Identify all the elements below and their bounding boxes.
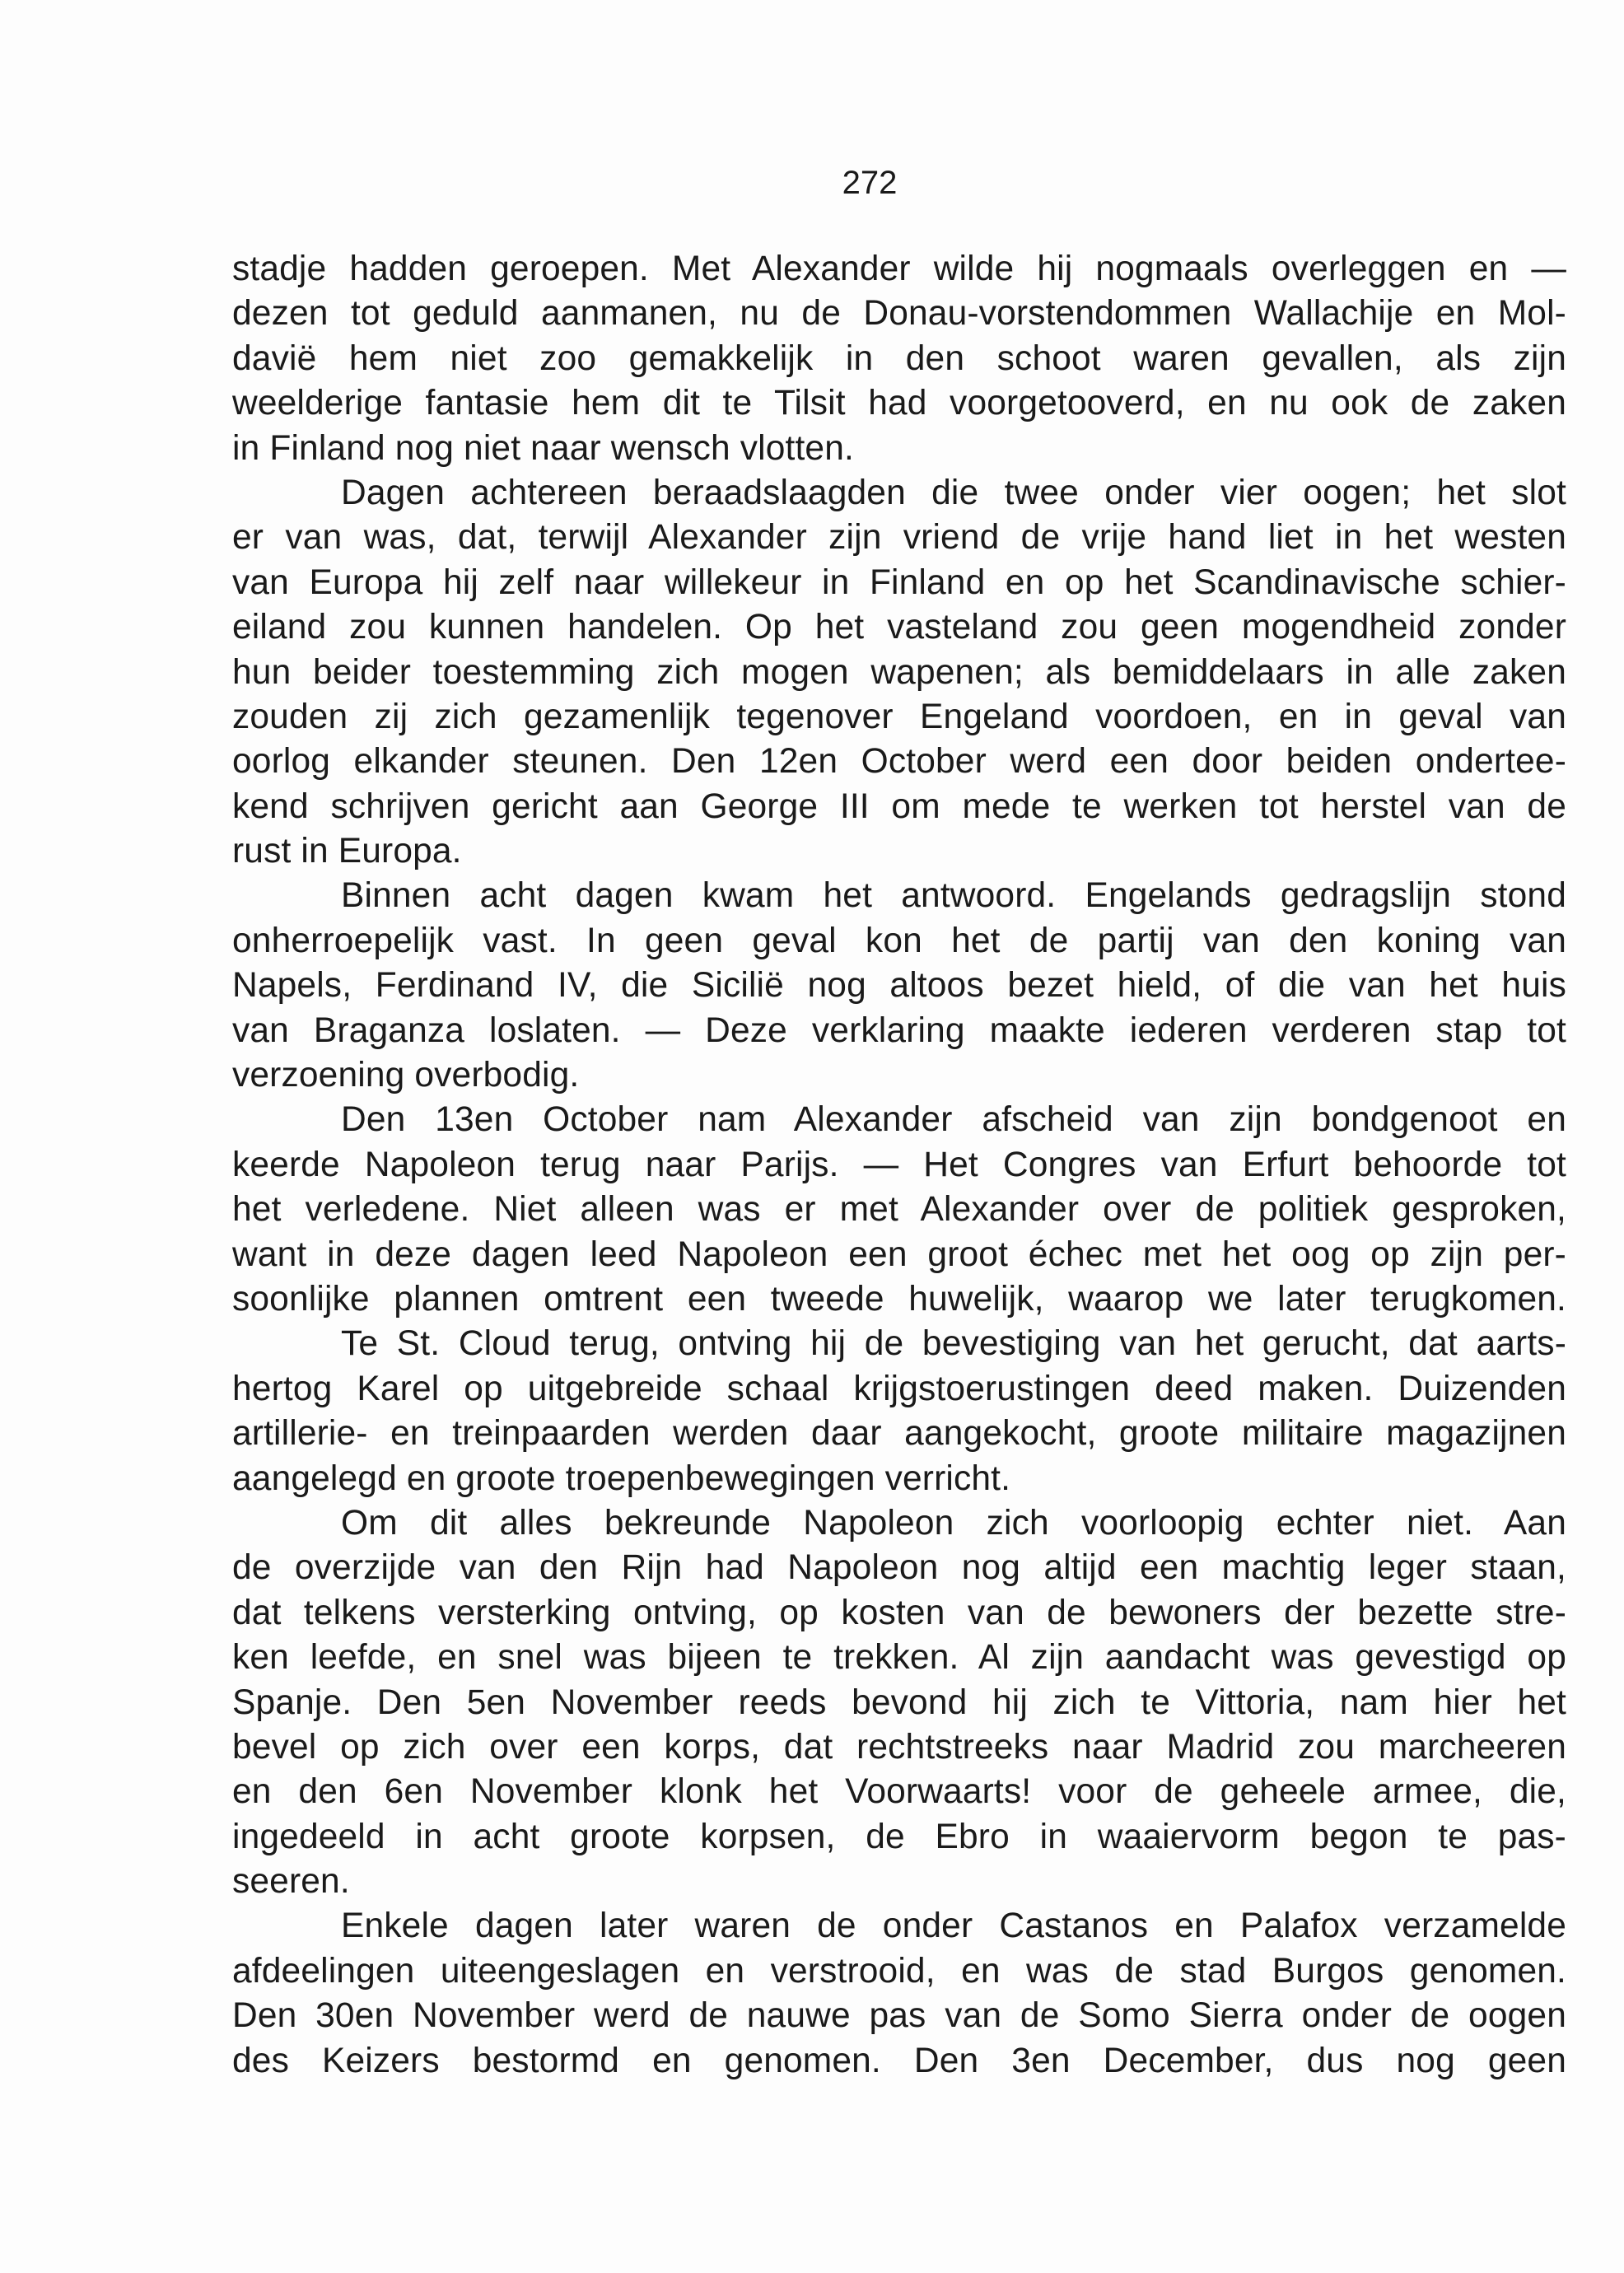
- text-line: afdeelingen uiteengeslagen en verstrooid, en was de stad Burgos genomen.: [232, 1951, 1566, 1991]
- text-line: onherroepelijk vast. In geen geval kon het de partij van den koning van: [232, 921, 1566, 960]
- text-line: seeren.: [232, 1862, 350, 1902]
- text-line: Binnen acht dagen kwam het antwoord. Engelands gedragslijn stond: [341, 876, 1566, 916]
- text-line: keerde Napoleon terug naar Parijs. — Het Congres van Erfurt behoorde tot: [232, 1145, 1566, 1184]
- text-line: Den 13en October nam Alexander afscheid van zijn bondgenoot en: [341, 1100, 1566, 1140]
- text-line: Den 30en November werd de nauwe pas van de Somo Sierra onder de oogen: [232, 1996, 1566, 2036]
- text-line: soonlijke plannen omtrent een tweede huwelijk, waarop we later terugkomen.: [232, 1279, 1566, 1319]
- text-line: weelderige fantasie hem dit te Tilsit had voorgetooverd, en nu ook de zaken: [232, 384, 1566, 423]
- text-line: davië hem niet zoo gemakkelijk in den schoot waren gevallen, als zijn: [232, 338, 1566, 378]
- text-line: zouden zij zich gezamenlijk tegenover Engeland voordoen, en in geval van: [232, 697, 1566, 736]
- text-line: Te St. Cloud terug, ontving hij de bevestiging van het gerucht, dat aarts-: [341, 1324, 1566, 1364]
- text-line: het verledene. Niet alleen was er met Alexander over de politiek gesproken,: [232, 1190, 1566, 1230]
- text-line: ingedeeld in acht groote korpsen, de Ebro in waaiervorm begon te pas-: [232, 1817, 1566, 1856]
- text-line: want in deze dagen leed Napoleon een groot échec met het oog op zijn per-: [232, 1235, 1566, 1274]
- text-line: stadje hadden geroepen. Met Alexander wilde hij nogmaals overleggen en —: [232, 250, 1566, 288]
- text-line: de overzijde van den Rijn had Napoleon nog altijd een machtig leger staan,: [232, 1548, 1566, 1588]
- text-line: kend schrijven gericht aan George III om mede te werken tot herstel van de: [232, 786, 1566, 826]
- text-line: en den 6en November klonk het Voorwaarts! voor de geheele armee, die,: [232, 1772, 1566, 1812]
- text-line: dezen tot geduld aanmanen, nu de Donau-vorstendommen Wallachije en Mol-: [232, 294, 1566, 334]
- text-line: Om dit alles bekreunde Napoleon zich voorloopig echter niet. Aan: [341, 1503, 1566, 1543]
- text-line: Spanje. Den 5en November reeds bevond hij zich te Vittoria, nam hier het: [232, 1683, 1566, 1722]
- text-line: er van was, dat, terwijl Alexander zijn vriend de vrije hand liet in het westen: [232, 518, 1566, 558]
- text-line: bevel op zich over een korps, dat rechtstreeks naar Madrid zou marcheeren: [232, 1727, 1566, 1767]
- text-line: aangelegd en groote troepenbewegingen verricht.: [232, 1459, 1011, 1498]
- text-line: des Keizers bestormd en genomen. Den 3en December, dus nog geen: [232, 2041, 1566, 2080]
- text-line: van Braganza loslaten. — Deze verklaring maakte iederen verderen stap tot: [232, 1010, 1566, 1050]
- text-line: dat telkens versterking ontving, op kosten van de bewoners der bezette stre-: [232, 1593, 1566, 1632]
- text-line: Dagen achtereen beraadslaagden die twee onder vier oogen; het slot: [341, 473, 1566, 512]
- text-line: rust in Europa.: [232, 832, 462, 871]
- text-line: in Finland nog niet naar wensch vlotten.: [232, 428, 854, 468]
- text-line: hertog Karel op uitgebreide schaal krijgstoerustingen deed maken. Duizenden: [232, 1369, 1566, 1408]
- body-text: [232, 247, 1566, 2084]
- text-line: van Europa hij zelf naar willekeur in Finland en op het Scandinavische schier-: [232, 562, 1566, 602]
- text-line: hun beider toestemming zich mogen wapenen; als bemiddelaars in alle zaken: [232, 652, 1566, 692]
- text-line: verzoening overbodig.: [232, 1056, 580, 1095]
- page-number: 272: [842, 165, 898, 201]
- text-line: Napels, Ferdinand IV, die Sicilië nog altoos bezet hield, of die van het huis: [232, 966, 1566, 1006]
- text-line: Enkele dagen later waren de onder Castanos en Palafox verzamelde: [341, 1907, 1566, 1946]
- text-line: ken leefde, en snel was bijeen te trekken. Al zijn aandacht was gevestigd op: [232, 1638, 1566, 1678]
- text-line: oorlog elkander steunen. Den 12en October werd een door beiden onderteе-: [232, 742, 1566, 782]
- text-line: artillerie- en treinpaarden werden daar aangekocht, groote militaire magazijnen: [232, 1414, 1566, 1454]
- text-line: eiland zou kunnen handelen. Op het vasteland zou geen mogendheid zonder: [232, 608, 1566, 647]
